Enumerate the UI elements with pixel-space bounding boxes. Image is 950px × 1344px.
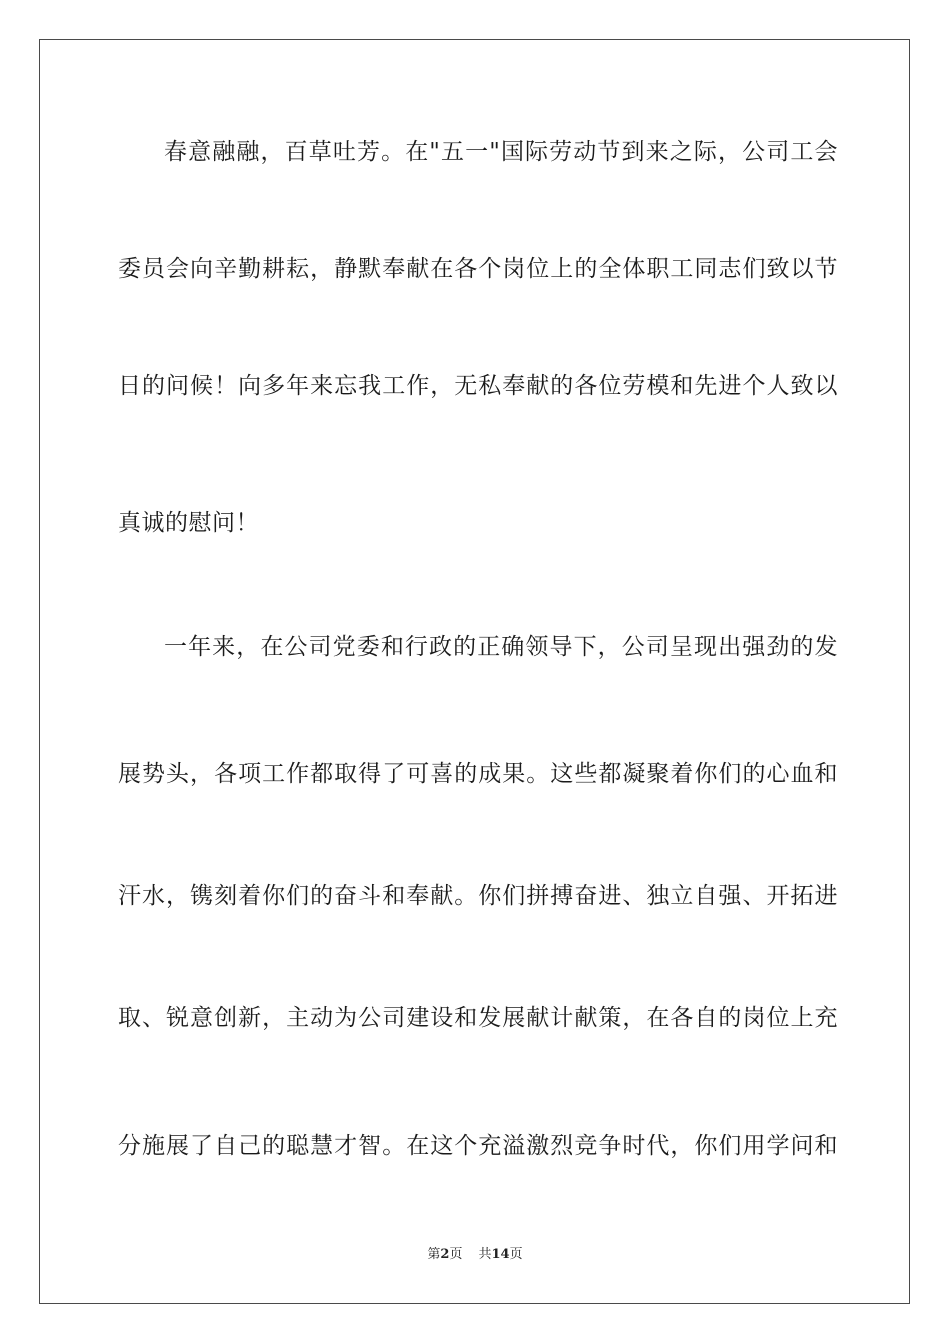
page-prefix: 第 (427, 1247, 441, 1262)
paragraph-2-line-1: 一年来，在公司党委和行政的正确领导下，公司呈现出强劲的发 (164, 634, 838, 660)
paragraph-1-line-1: 春意融融，百草吐芳。在"五一"国际劳动节到来之际，公司工会 (164, 139, 838, 165)
page-border (39, 39, 910, 1304)
paragraph-2-line-2: 展势头，各项工作都取得了可喜的成果。这些都凝聚着你们的心血和 (118, 761, 838, 787)
paragraph-1-line-3: 日的问候！向多年来忘我工作，无私奉献的各位劳模和先进个人致以 (118, 373, 838, 399)
page-suffix: 页 (449, 1247, 463, 1262)
total-suffix: 页 (509, 1247, 523, 1262)
paragraph-1-line-4: 真诚的慰问！ (118, 510, 259, 536)
paragraph-1-line-2: 委员会向辛勤耕耘，静默奉献在各个岗位上的全体职工同志们致以节 (118, 256, 838, 282)
page-number: 2 (440, 1247, 450, 1262)
total-prefix: 共 (478, 1247, 492, 1262)
page-footer (0, 1246, 950, 1264)
paragraph-2-line-3: 汗水，镌刻着你们的奋斗和奉献。你们拼搏奋进、独立自强、开拓进 (118, 883, 838, 909)
paragraph-2-line-4: 取、锐意创新，主动为公司建设和发展献计献策，在各自的岗位上充 (118, 1005, 838, 1031)
total-pages: 14 (491, 1247, 510, 1262)
paragraph-2-line-5: 分施展了自己的聪慧才智。在这个充溢激烈竞争时代，你们用学问和 (118, 1133, 838, 1159)
